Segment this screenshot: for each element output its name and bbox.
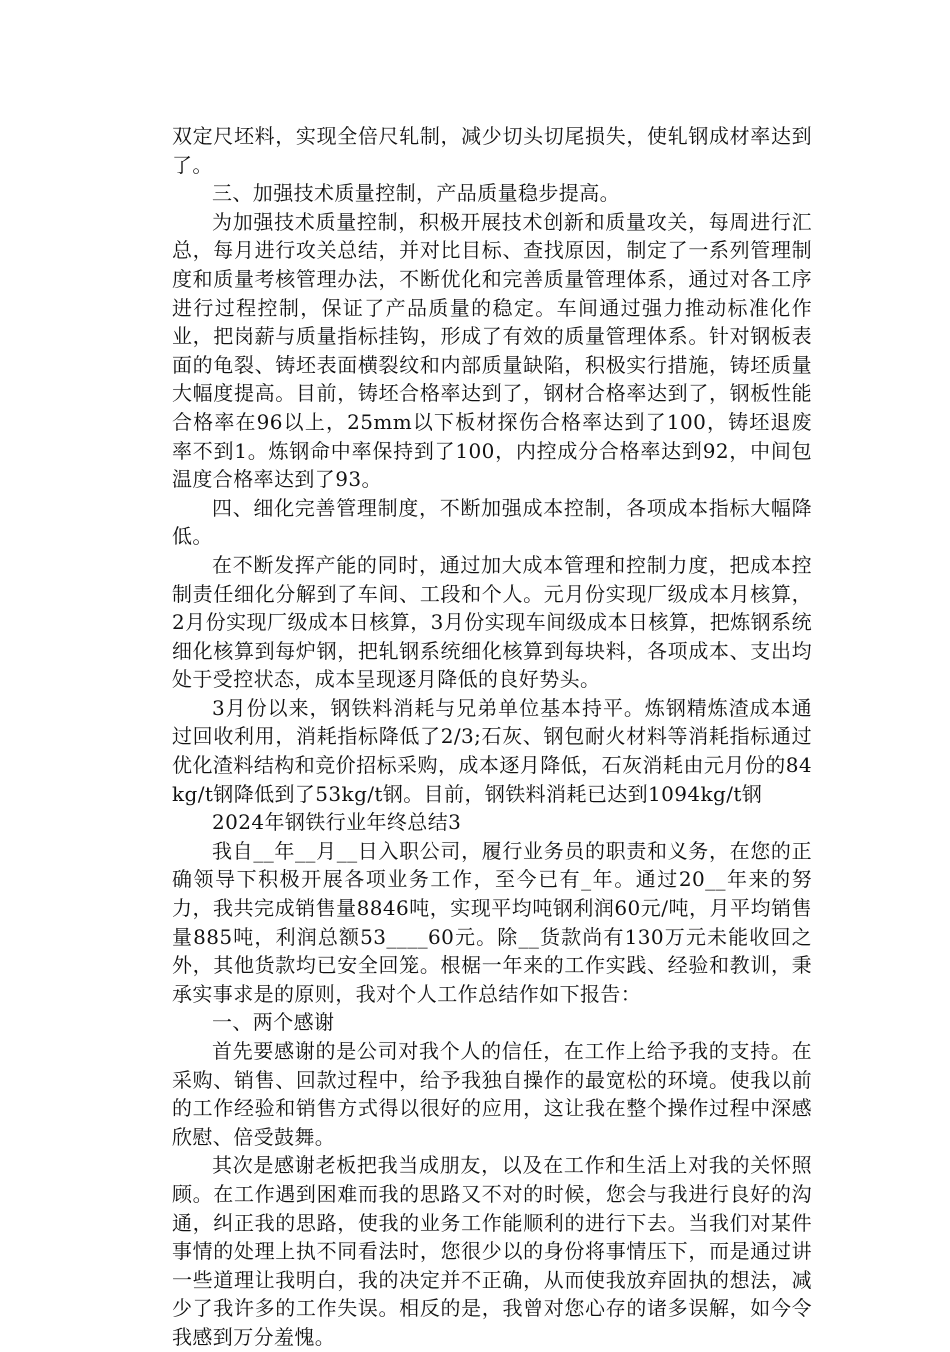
section-heading-4: 四、细化完善管理制度，不断加强成本控制，各项成本指标大幅降低。 [172, 495, 812, 549]
document-body [172, 122, 812, 1352]
paragraph-thanks-boss: 其次是感谢老板把我当成朋友，以及在工作和生活上对我的关怀照顾。在工作遇到困难而我的思路又不对的时候，您会与我进行良好的沟通，纠正我的思路，使我的业务工作能顺利的进行下去。当我们对某件事情的处理上执不同看法时，您很少以的身份将事情压下，而是通过讲一些道理让我明白，我的决定并不正确，从而使我放弃固执的想法，减少了我许多的工作失误。相反的是，我曾对您心存的诸多误解，如今令我感到万分羞愧。 [172, 1153, 812, 1349]
paragraph-consumption: 3月份以来，钢铁料消耗与兄弟单位基本持平。炼钢精炼渣成本通过回收利用，消耗指标降低了2/3;石灰、钢包耐火材料等消耗指标通过优化渣料结构和竞价招标采购，成本逐月降低，石灰消耗由元月份的84kg/t钢降低到了53kg/t钢。目前，钢铁料消耗已达到1094kg/t钢 [172, 695, 812, 806]
section-heading-3: 三、加强技术质量控制，产品质量稳步提高。 [212, 181, 620, 206]
paragraph-1: 双定尺坯料，实现全倍尺轧制，减少切头切尾损失，使轧钢成材率达到了。 [172, 124, 812, 177]
section-heading-thanks: 一、两个感谢 [212, 1010, 335, 1035]
document-subtitle: 2024年钢铁行业年终总结3 [212, 810, 462, 835]
paragraph-intro: 我自__年__月__日入职公司，履行业务员的职责和义务，在您的正确领导下积极开展各项业务工作，至今已有_年。通过20__年来的努力，我共完成销售量8846吨，实现平均吨钢利润60元/吨，月平均销售量885吨，利润总额53____60元。除__货款尚有130万元未能收回之外，其他货款均已安全回笼。根椐一年来的工作实践、经验和教训，秉承实事求是的原则，我对个人工作总结作如下报告： [172, 838, 812, 1006]
paragraph-thanks-company: 首先要感谢的是公司对我个人的信任，在工作上给予我的支持。在采购、销售、回款过程中，给予我独自操作的最宽松的环境。使我以前的工作经验和销售方式得以很好的应用，这让我在整个操作过程中深感欣慰、倍受鼓舞。 [172, 1039, 812, 1149]
paragraph-cost-management: 在不断发挥产能的同时，通过加大成本管理和控制力度，把成本控制责任细化分解到了车间、工段和个人。元月份实现厂级成本月核算，2月份实现厂级成本日核算，3月份实现车间级成本日核算，把炼钢系统细化核算到每炉钢，把轧钢系统细化核算到每块料，各项成本、支出均处于受控状态，成本呈现逐月降低的良好势头。 [172, 552, 812, 692]
paragraph-quality-control: 为加强技术质量控制，积极开展技术创新和质量攻关，每周进行汇总，每月进行攻关总结，并对比目标、查找原因，制定了一系列管理制度和质量考核管理办法，不断优化和完善质量管理体系，通过对各工序进行过程控制，保证了产品质量的稳定。车间通过强力推动标准化作业，把岗薪与质量指标挂钩，形成了有效的质量管理体系。针对钢板表面的龟裂、铸坯表面横裂纹和内部质量缺陷，积极实行措施，铸坯质量大幅度提高。目前，铸坯合格率达到了，钢材合格率达到了，钢板性能合格率在96以上，25mm以下板材探伤合格率达到了100，铸坯退废率不到1。炼钢命中率保持到了100，内控成分合格率达到92，中间包温度合格率达到了93。 [172, 209, 812, 492]
